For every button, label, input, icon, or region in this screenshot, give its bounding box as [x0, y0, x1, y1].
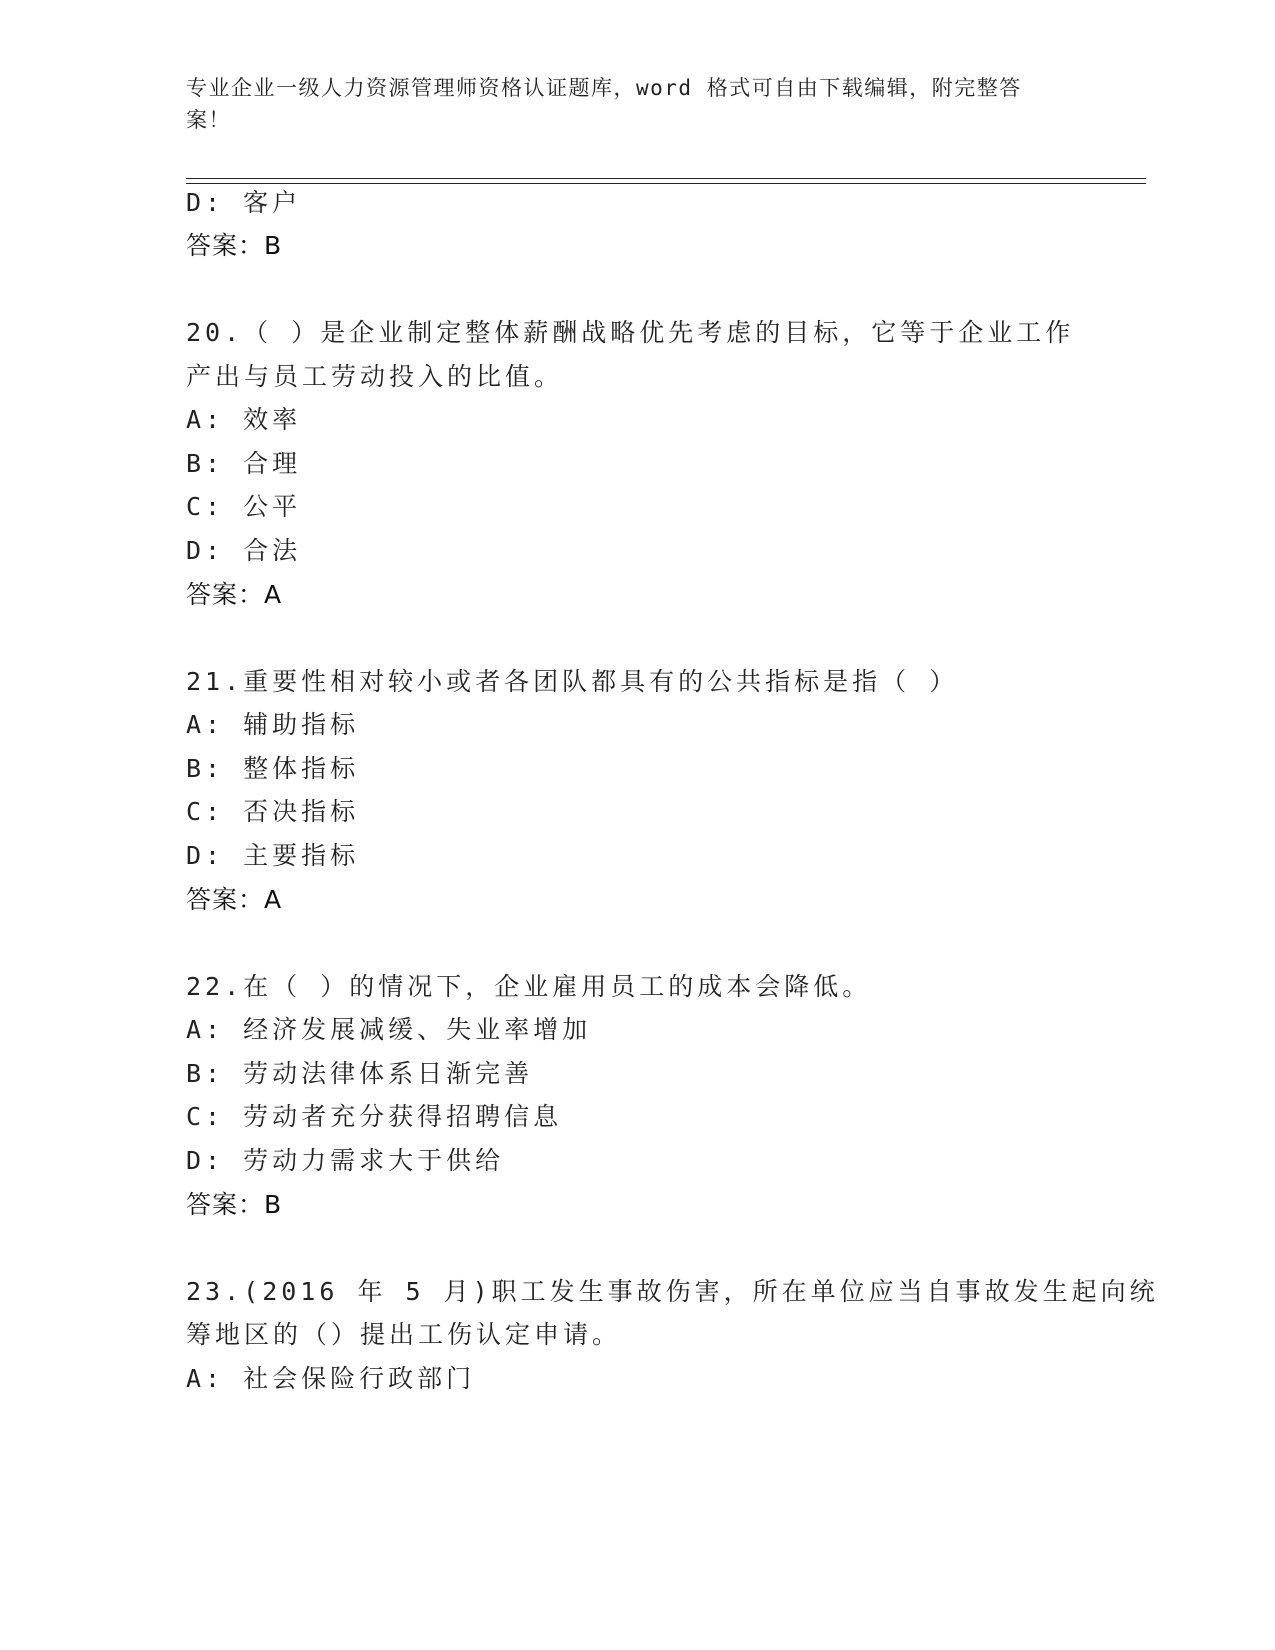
header-divider-top	[186, 178, 1146, 179]
q22-answer: 答案：B	[186, 1190, 283, 1219]
q21-option-c: C: 否决指标	[186, 797, 360, 826]
q21-option-a: A: 辅助指标	[186, 710, 360, 739]
q23-stem-line-2: 筹地区的（）提出工伤认定申请。	[186, 1320, 622, 1349]
q21-option-d: D: 主要指标	[186, 841, 360, 870]
q20-option-d: D: 合法	[186, 536, 302, 565]
q21-answer: 答案：A	[186, 885, 283, 914]
prev-question-answer: 答案：B	[186, 231, 283, 260]
q23-stem-line-1: 23.(2016 年 5 月)职工发生事故伤害，所在单位应当自事故发生起向统	[186, 1277, 1159, 1306]
q22-option-b: B: 劳动法律体系日渐完善	[186, 1059, 534, 1088]
page-header-text: 专业企业一级人力资源管理师资格认证题库，word 格式可自由下载编辑，附完整答案！	[186, 76, 1022, 132]
q20-stem-line-2: 产出与员工劳动投入的比值。	[186, 362, 564, 391]
q21-stem-line-1: 21.重要性相对较小或者各团队都具有的公共指标是指（ ）	[186, 667, 959, 696]
q22-stem-line-1: 22.在（ ）的情况下，企业雇用员工的成本会降低。	[186, 972, 872, 1001]
q23-option-a: A: 社会保险行政部门	[186, 1364, 476, 1393]
q20-option-a: A: 效率	[186, 405, 302, 434]
header-divider-bottom	[186, 183, 1146, 184]
q22-option-a: A: 经济发展减缓、失业率增加	[186, 1015, 592, 1044]
q22-option-c: C: 劳动者充分获得招聘信息	[186, 1102, 563, 1131]
prev-question-option-d: D: 客户	[186, 188, 302, 217]
q21-option-b: B: 整体指标	[186, 754, 360, 783]
q20-stem-line-1: 20.（ ）是企业制定整体薪酬战略优先考虑的目标，它等于企业工作	[186, 318, 1075, 347]
q20-option-b: B: 合理	[186, 449, 302, 478]
q22-option-d: D: 劳动力需求大于供给	[186, 1146, 505, 1175]
q20-answer: 答案：A	[186, 580, 283, 609]
q20-option-c: C: 公平	[186, 492, 302, 521]
